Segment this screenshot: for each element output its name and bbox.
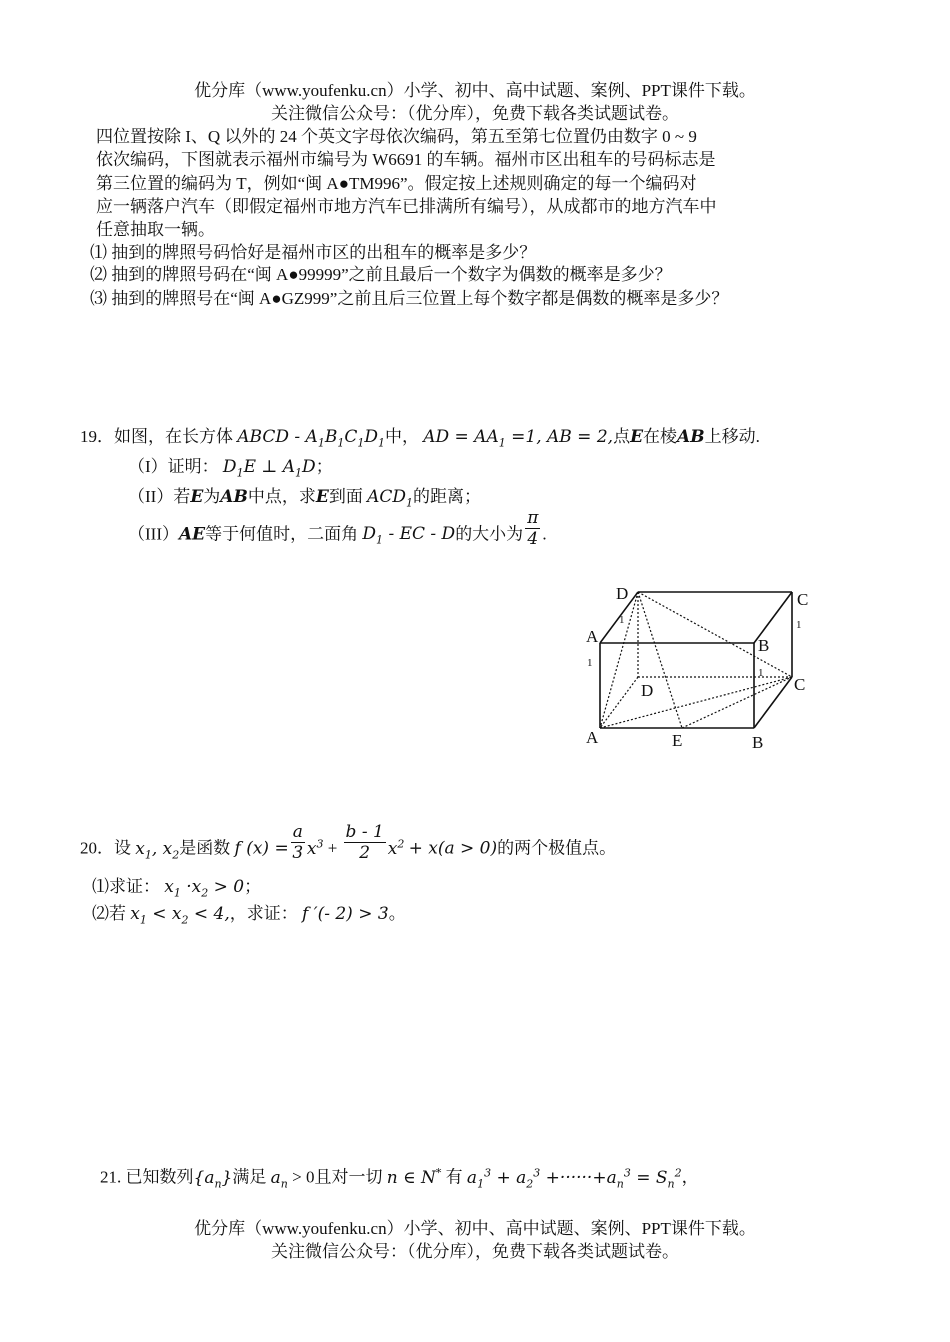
q19-part-3-text-1: 等于何值时，二面角 [205, 524, 359, 544]
q19-box-name: ABCD - $A_1B_1C_1D_1$ [237, 427, 385, 450]
q19-part-3-end: . [542, 524, 547, 544]
plate-dot-icon: ● [288, 265, 299, 284]
q20-part-2-end: 。 [388, 904, 406, 923]
q18-sub1-text: 抽到的牌照号码恰好是福州市区的出租车的概率是多少？ [111, 243, 537, 262]
header-line-2: 关注微信公众号：（优分库），免费下载各类试题试卷。 [271, 104, 679, 123]
label-c1: C [797, 590, 809, 609]
q19-part-3-ae: AE [178, 524, 206, 545]
q20-text-3: 的两个极值点。 [497, 838, 617, 858]
q20-part-1-text: 求证： [109, 877, 160, 896]
q19-part-3 [128, 508, 547, 552]
q20-text-2: 是函数 [179, 838, 231, 858]
q19-point-e: E [630, 427, 644, 447]
q18-sub3 [90, 288, 728, 310]
cuboid-solid-edges [600, 592, 792, 728]
q18-para-line-3 [96, 173, 697, 195]
q19-part-3-angle: $D_1$ - EC - D [362, 524, 456, 547]
q20-stem [80, 822, 617, 866]
q20-part-1-expr: $x_1 \cdot x_2 > 0$ [164, 877, 245, 900]
q18-para-line-4: 应一辆落户汽车（即假定福州市地方汽车已排满所有编号），从成都市的地方汽车中 [96, 197, 717, 216]
q20-text-1: 设 [114, 838, 131, 858]
q18-sub3-num: ⑶ [90, 289, 107, 308]
q18-sub1 [90, 242, 536, 264]
q20-part-2-text: 若 [109, 904, 126, 923]
q19-part-2-e2: E [315, 487, 329, 507]
q21-stem [100, 1162, 699, 1195]
q19-condition: AD = $AA_1 =1$, AB = 2, [423, 427, 614, 450]
q20-part-2-text-2: ，求证： [229, 904, 298, 923]
q20-part-2-num: ⑵ [92, 904, 109, 923]
q21-text-1: 已知数列 [125, 1167, 194, 1187]
q20-x-squared: $x^2$ [387, 837, 405, 859]
q20-frac-b-2: $\frac{b - 1}{2}$ [345, 822, 384, 864]
q19-part-2-text-1: 为 [203, 487, 221, 506]
q21-an: $a_n$ [270, 1167, 288, 1191]
label-d: D [641, 681, 654, 700]
label-c: C [794, 675, 806, 694]
header-line-1: 优分库（www.youfenku.cn）小学、初中、高中试题、案例、PPT课件下载。 [194, 81, 756, 100]
q21-text-4: 有 [445, 1167, 463, 1187]
q21-text-3: 且对一切 [314, 1167, 383, 1187]
q19-part-1-expr: $D_1E$ ⊥ $A_1D$ [222, 457, 316, 480]
label-e: E [672, 731, 683, 750]
q19-text-1: 如图，在长方体 [114, 427, 233, 446]
q21-n-in-n: n ∈ N* [386, 1166, 442, 1188]
q21-number: 21. [100, 1167, 122, 1187]
q20-part-2-f: f ′(- 2) > 3 [302, 904, 389, 924]
q18-sub3-text-a: 抽到的牌照号在“闽 A [111, 289, 272, 308]
q19-text-4: 在棱 [643, 427, 678, 446]
q21-end: ， [681, 1167, 699, 1187]
q19-part-2 [128, 486, 481, 514]
q19-number: 19． [80, 427, 114, 446]
q18-plate-prefix: 第三位置的编码为 T，例如“闽 A [96, 174, 339, 193]
q18-sub2-num: ⑵ [90, 265, 107, 284]
plate-dot-icon: ● [338, 174, 349, 193]
cuboid-dashed-edges [600, 592, 792, 728]
q20-x1-x2: $x_1$, $x_2$ [135, 838, 180, 862]
label-b1: B [758, 636, 770, 655]
q19-part-2-plane: $ACD_1$ [367, 487, 413, 510]
q18-sub2 [90, 264, 672, 286]
label-b1-sub: 1 [758, 667, 764, 679]
q18-plate-rest: TM996”。假定按上述规则确定的每一个编码对 [349, 174, 697, 193]
q19-part-2-label: （II）若 [128, 487, 191, 506]
q18-sub2-text-a: 抽到的牌照号码在“闽 A [111, 265, 289, 284]
q19-part-2-text-2: 中点，求 [247, 487, 316, 506]
cuboid-figure [570, 580, 830, 760]
q18-para-line-2: 依次编码，下图就表示福州市编号为 W6691 的车辆。福州市区出租车的号码标志是 [96, 150, 716, 169]
q18-sub2-text-b: 99999”之前且最后一个数字为偶数的概率是多少？ [298, 265, 672, 284]
label-c1-sub: 1 [796, 619, 802, 631]
q19-text-2: 中， [384, 427, 419, 446]
q19-text-5: 上移动. [704, 427, 760, 446]
q18-para-line-5: 任意抽取一辆。 [96, 220, 215, 239]
q21-gt0: > 0 [292, 1167, 315, 1187]
q19-part-3-text-2: 的大小为 [455, 524, 524, 544]
q20-part-1-num: ⑴ [92, 877, 109, 896]
q20-part-2 [92, 903, 406, 931]
q20-x-cubed: $x^3$ [306, 837, 324, 859]
q19-part-2-e: E [190, 487, 204, 507]
q21-sequence: $\{a_n\}$ [193, 1167, 233, 1191]
q19-part-2-ab: AB [220, 487, 248, 507]
plate-dot-icon: ● [271, 289, 282, 308]
label-b: B [752, 733, 764, 752]
q19-part-2-text-3: 到面 [328, 487, 363, 506]
q21-sum-expr: $a_1^3 + a_2^3 +\cdot\cdot\cdot\cdot\cdot\cdot+a_n^3 = S_n^2$ [466, 1166, 682, 1191]
q19-stem [80, 426, 760, 454]
q21-text-2: 满足 [232, 1167, 267, 1187]
pi-over-four: $\frac{\pi}{4}$ [527, 508, 539, 549]
label-a: A [586, 728, 599, 747]
footer-line-2: 关注微信公众号：（优分库），免费下载各类试题试卷。 [271, 1242, 679, 1261]
q20-part-1-end: ； [244, 877, 262, 896]
q19-text-3: 点 [613, 427, 631, 446]
q19-edge-ab: AB [677, 427, 705, 447]
label-a1: A [586, 627, 599, 646]
q19-part-2-end: 的距离； [413, 487, 481, 506]
q18-sub1-num: ⑴ [90, 243, 107, 262]
q19-part-1-label: （I）证明： [128, 457, 219, 476]
label-d1-sub: 1 [619, 614, 625, 626]
q20-part-1 [92, 876, 261, 904]
q20-function: f (x) = [234, 838, 289, 859]
label-d1: D [616, 584, 629, 603]
label-a1-sub: 1 [587, 657, 593, 669]
q20-rest: + x(a > 0) [408, 838, 498, 859]
q20-frac-a-3: $\frac{a}{3}$ [292, 822, 304, 864]
q20-number: 20． [80, 838, 114, 858]
q20-part-2-expr: $x_1 < x_2 < 4$, [130, 904, 230, 927]
footer-line-1: 优分库（www.youfenku.cn）小学、初中、高中试题、案例、PPT课件下载。 [194, 1219, 756, 1238]
q19-part-3-label: （III） [128, 524, 179, 544]
q20-plus: + [327, 838, 338, 858]
q19-part-1-end: ； [315, 457, 333, 476]
q18-sub3-text-b: GZ999”之前且后三位置上每个数字都是偶数的概率是多少？ [281, 289, 729, 308]
q18-para-line-1: 四位置按除 I、Q 以外的 24 个英文字母依次编码，第五至第七位置仍由数字 0 ~ 9 [96, 127, 697, 146]
q19-part-1 [128, 456, 333, 484]
